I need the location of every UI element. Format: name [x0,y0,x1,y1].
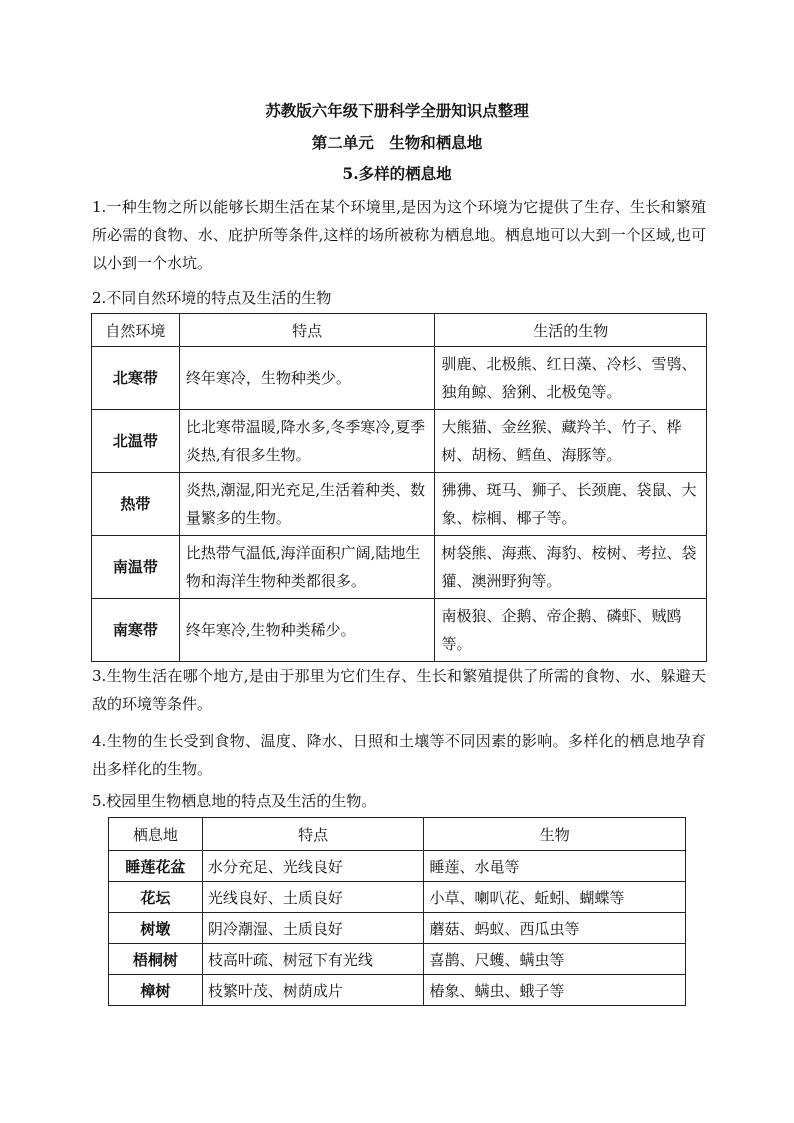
column-header: 特点 [179,314,435,347]
zone-cell: 热带 [92,473,180,536]
feature-cell: 阴冷潮湿、土质良好 [202,913,424,944]
feature-cell: 枝繁叶茂、树荫成片 [202,975,424,1006]
organisms-cell: 南极狼、企鹅、帝企鹅、磷虾、贼鸥等。 [435,599,707,662]
school-habitat-table [108,817,686,1006]
habitat-cell: 树墩 [109,913,203,944]
table-row [109,975,686,1006]
organisms-cell: 小草、喇叭花、蚯蚓、蝴蝶等 [424,882,686,913]
column-header: 生物 [424,818,686,851]
organisms-cell: 蘑菇、蚂蚁、西瓜虫等 [424,913,686,944]
table-row [109,882,686,913]
zone-cell: 北寒带 [92,347,180,410]
environment-table [91,313,707,662]
feature-cell: 比热带气温低,海洋面积广阔,陆地生物和海洋生物种类都很多。 [179,536,435,599]
organisms-cell: 大熊猫、金丝猴、藏羚羊、竹子、桦树、胡杨、鳕鱼、海豚等。 [435,410,707,473]
zone-cell: 南温带 [92,536,180,599]
table-row [92,599,707,662]
feature-cell: 终年寒冷,生物种类稀少。 [179,599,435,662]
column-header: 栖息地 [109,818,203,851]
organisms-cell: 狒狒、斑马、狮子、长颈鹿、袋鼠、大象、棕榈、椰子等。 [435,473,707,536]
feature-cell: 终年寒冷，生物种类少。 [179,347,435,410]
table-row [109,944,686,975]
habitat-cell: 樟树 [109,975,203,1006]
organisms-cell: 驯鹿、北极熊、红日藻、冷杉、雪鸮、独角鲸、猞猁、北极兔等。 [435,347,707,410]
table-row [92,347,707,410]
habitat-cell: 梧桐树 [109,944,203,975]
feature-cell: 枝高叶疏、树冠下有光线 [202,944,424,975]
column-header: 生活的生物 [435,314,707,347]
table-row [92,410,707,473]
organisms-cell: 椿象、螨虫、蛾子等 [424,975,686,1006]
lesson-title: 5.多样的栖息地 [342,164,452,183]
organisms-cell: 睡莲、水黾等 [424,851,686,882]
habitat-cell: 睡莲花盆 [109,851,203,882]
feature-cell: 比北寒带温暖,降水多,冬季寒冷,夏季炎热,有很多生物。 [179,410,435,473]
table-row [92,473,707,536]
table-row [109,913,686,944]
column-header: 特点 [202,818,424,851]
feature-cell: 光线良好、土质良好 [202,882,424,913]
organisms-cell: 树袋熊、海燕、海豹、桉树、考拉、袋獾、澳洲野狗等。 [435,536,707,599]
paragraph-3: 3.生物生活在哪个地方,是由于那里为它们生存、生长和繁殖提供了所需的食物、水、躲避天敌的环境等条件。 [92,667,706,713]
zone-cell: 南寒带 [92,599,180,662]
paragraph-1: 1.一种生物之所以能够长期生活在某个环境里,是因为这个环境为它提供了生存、生长和繁殖所必需的食物、水、庇护所等条件,这样的场所被称为栖息地。栖息地可以大到一个区域,也可以小到一个水坑。 [92,198,706,272]
column-header: 自然环境 [92,314,180,347]
paragraph-4: 4.生物的生长受到食物、温度、降水、日照和土壤等不同因素的影响。多样化的栖息地孕育出多样化的生物。 [92,732,706,778]
unit-title: 第二单元 生物和栖息地 [311,133,483,152]
feature-cell: 炎热,潮湿,阳光充足,生活着种类、数量繁多的生物。 [179,473,435,536]
feature-cell: 水分充足、光线良好 [202,851,424,882]
table-header-row [109,818,686,851]
habitat-cell: 花坛 [109,882,203,913]
table-row [109,851,686,882]
organisms-cell: 喜鹊、尺蠖、螨虫等 [424,944,686,975]
document-title: 苏教版六年级下册科学全册知识点整理 [265,101,529,120]
table-header-row [92,314,707,347]
paragraph-2: 2.不同自然环境的特点及生活的生物 [92,289,332,307]
table-row [92,536,707,599]
paragraph-5: 5.校园里生物栖息地的特点及生活的生物。 [92,792,377,810]
zone-cell: 北温带 [92,410,180,473]
